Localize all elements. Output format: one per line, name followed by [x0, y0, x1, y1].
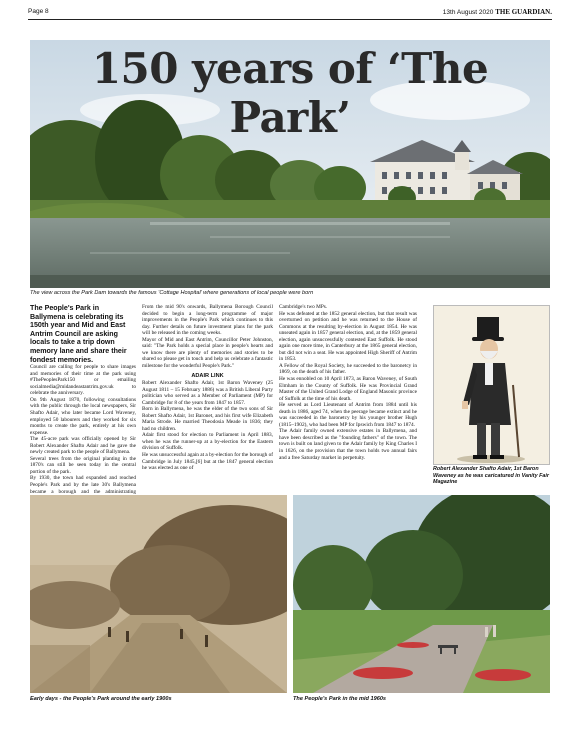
article-paragraph: Robert Alexander Shafto Adair, 1st Baron Waveney (25 August 1811 – 15 February 1886) was a British Liberal Party politician who served as a Member of Parliament (MP) for Cambridge for 8 of the years from 1847 to 1857. — [142, 380, 273, 406]
article-paragraph: Several trees from the original planting in the 1870's can still be seen today in the central portion of the park. — [30, 455, 136, 475]
photo-mid-1960s — [293, 495, 550, 693]
hero-caption: The view across the Park Dam towards the famous ‘Cottage Hospital’ where generations of local people were born — [30, 290, 314, 296]
article-paragraph: Adair first stood for election to Parliament in April 1883, when he was the runner-up at a by-election for the Eastern division of Suffolk. — [142, 432, 273, 452]
article-column-2 — [142, 304, 273, 472]
sepia-park-illustration — [30, 495, 287, 693]
article-paragraph: From the mid 90's onwards, Ballymena Borough Council decided to begin a long-term programme of major improvements in the People's Park which continues to this day. Further details on future investment plans for the park will be released in the coming weeks. — [142, 304, 273, 337]
article-paragraph: Mayor of Mid and East Antrim, Councillor Peter Johnston, said: "The Park holds a special place in people's hearts and we know there are plenty of memories and stories to be shared so please get in touch and help us celebrate a fantastic milestone for the wonderful People's Park." — [142, 336, 273, 369]
photo-caption-right: The People's Park in the mid 1960s — [293, 696, 387, 702]
article-paragraph: Born in Ballymena, he was the elder of the two sons of Sir Robert Shafto Adair, 1st Baronet, and his first wife Elizabeth Maria Strode. He married Theodosia Meade in 1836; they had no children. — [142, 406, 273, 432]
folio-right — [443, 8, 552, 16]
article-paragraph: He was defeated at the 1852 general election, but that result was overturned on petition and he was returned to the House of Commons at the resulting by-election in August 1854. He was unseated again in 1857 general election, and, at the 1859 general election, again unsuccessfully contested East Suffolk. He stood again one more time, in Canterbury at the 1865 general election, but did not win a seat. He was appointed High Sheriff of Antrim in 1853. — [279, 310, 417, 363]
page-folio — [28, 8, 552, 18]
sixties-park-illustration — [293, 495, 550, 693]
portrait-caption: Robert Alexander Shafto Adair, 1st Baron Waveney as he was caricatured in Vanity Fair Magazine — [433, 466, 549, 486]
article-column-3 — [279, 304, 417, 461]
article-paragraph: He served as Lord Lieutenant of Antrim from 1884 until his death in 1886, aged 74, when the peerage became extinct and he was succeeded in the baronetcy by his younger brother Hugh (1815–1902), who had been MP for Ipswich from 1847 to 1874. — [279, 402, 417, 428]
article-paragraph: By 1930, the town had expanded and reached People's Park and by the late 30's Ballymena became a borough and the administrating — [30, 475, 136, 495]
article-paragraph: Council are calling for people to share images and memories of their time at the park using #ThePeoplesPark150 or emailing socialmedia@midandeastantrim.gov.uk to celebrate the anniversary. — [30, 364, 136, 397]
issue-date: 13th August 2020 — [442, 9, 494, 16]
photo-early-1900s — [30, 495, 287, 693]
article-paragraph: He was unsuccessful again at a by-election for the borough of Cambridge in July 1845,[6] but at the 1847 general election he was elected as one of — [142, 452, 273, 472]
folio-rule — [28, 19, 552, 20]
photo-caption-left: Early days - the People's Park around the early 1900s — [30, 696, 172, 702]
article-paragraph: On 9th August 1870, following consultations with the public through the local newspapers, Sir Shafto Adair, who later became Lord Waveney, employed 50 labourers and they worked for six months to create the park, entirely at his own expense. — [30, 396, 136, 436]
caricature-illustration — [433, 305, 550, 465]
article-paragraph: The 45-acre park was officially opened by Sir Robert Alexander Shafto Adair and he gave the newly created park to the people of Ballymena. — [30, 436, 136, 456]
article-lead: The People's Park in Ballymena is celebrating its 150th year and Mid and East Antrim Council are asking locals to take a trip down memory lane and share their fondest memories. — [30, 304, 127, 364]
article-paragraph: Cambridge's two MPs. — [279, 304, 328, 310]
article-paragraph: The Adair family owned extensive estates in Ballymena, and have been described as the "founding fathers" of the town. The town is built on land given to the Adair family by King Charles I in 1626, on the provision that the town holds two annual fairs and a free Saturday market in perpetuity. — [279, 428, 417, 461]
article-paragraph: A Fellow of the Royal Society, he succeeded to the baronetcy in 1869, on the death of his father. — [279, 362, 417, 376]
article-paragraph: He was ennobled on 10 April 1873, as Baron Waveney, of South Elmham in the County of Suffolk. He was Provincial Grand Master of the United Grand Lodge of England Masonic province of Suffolk at the time of his death. — [279, 376, 417, 402]
headline: 150 years of ‘The Park’ — [91, 44, 489, 142]
paper-name: THE GUARDIAN. — [495, 8, 552, 16]
page-number: Page 8 — [28, 8, 49, 15]
portrait-caricature — [433, 305, 550, 465]
hero-photo — [30, 40, 550, 288]
article-subhead: ADAIR LINK — [191, 373, 224, 380]
